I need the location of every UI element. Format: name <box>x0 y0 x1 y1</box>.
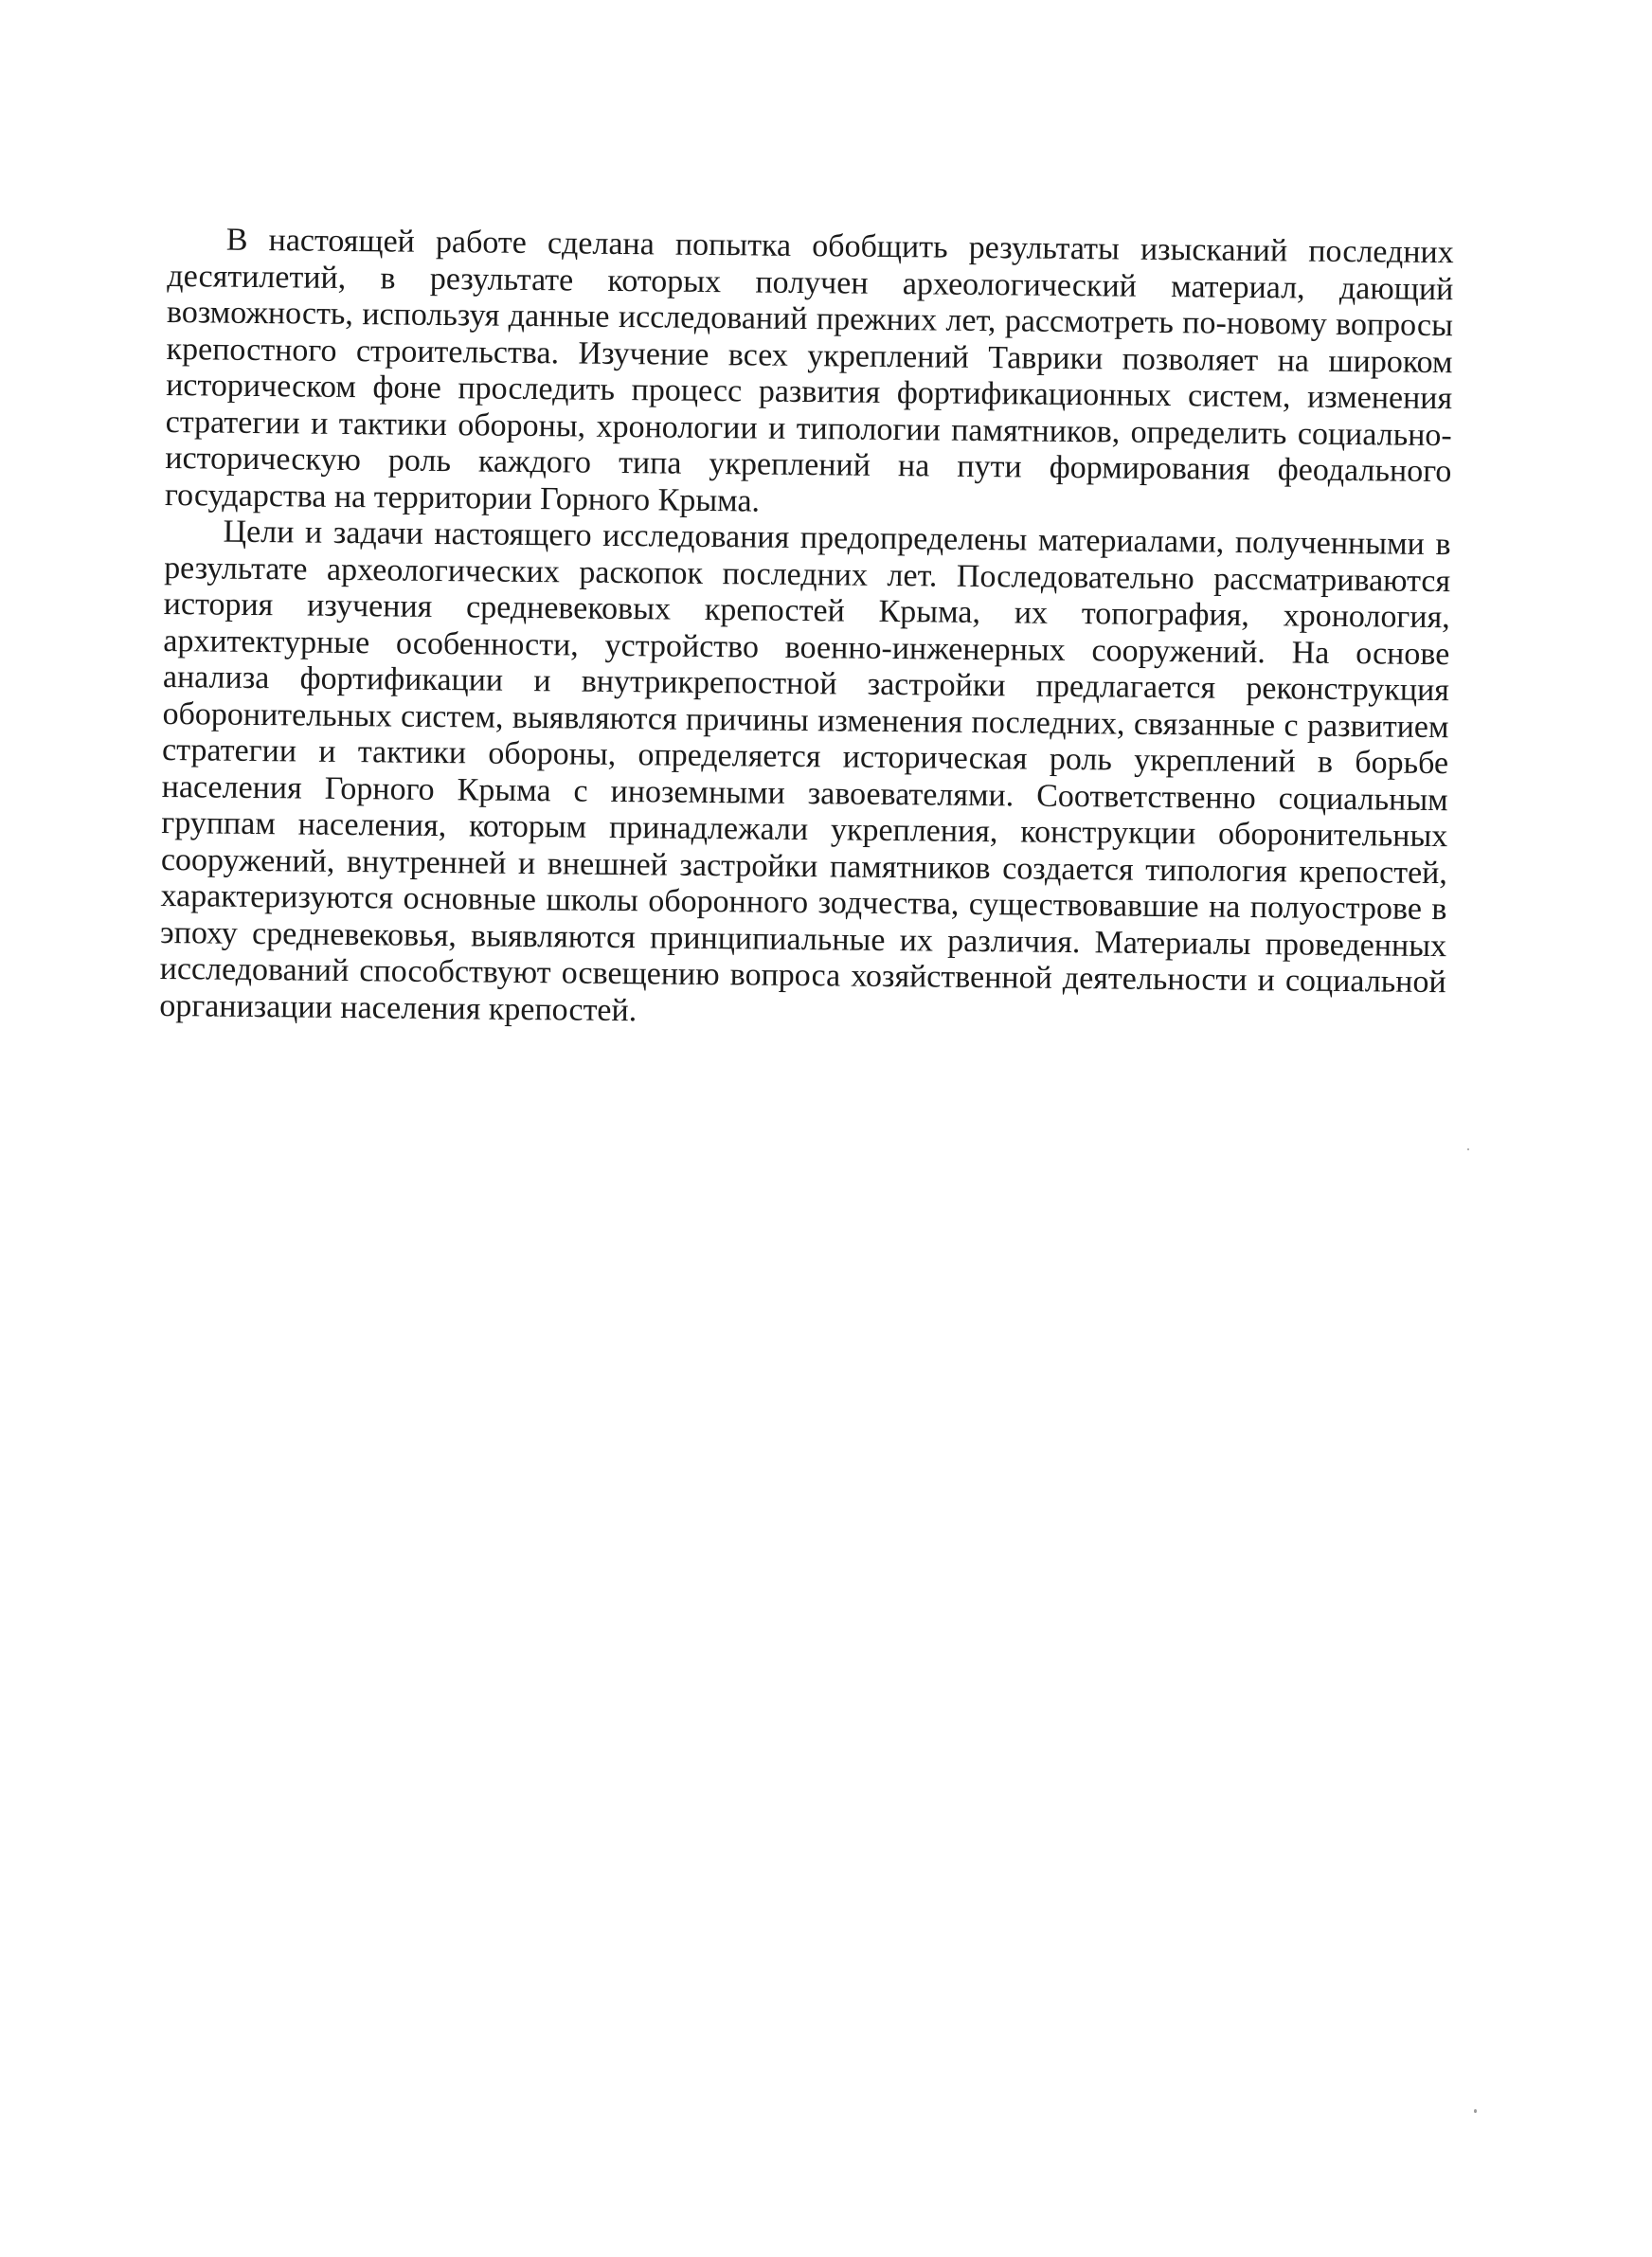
paragraph-2: Цели и задачи настоящего исследования предопределены материалами, полученными в результате археологических раскопок последних лет. Последовательно рассматриваются история изучения средневековых крепостей Крыма, их топография, хронология, архитектурные особенности, устройство военно-инженерных сооружений. На основе анализа фортификации и внутрикрепостной застройки предлагается реконструкция оборонительных систем, выявляются причины изменения последних, связанные с развитием стратегии и тактики обороны, определяется историческая роль укреплений в борьбе населения Горного Крыма с иноземными завоевателями. Соответственно социальным группам населения, которым принадлежали укрепления, конструкции оборонительных сооружений, внутренней и внешней застройки памятников создается типология крепостей, характеризуются основные школы оборонного зодчества, существовавшие на полуострове в эпоху средневековья, выявляются принципиальные их различия. Материалы проведенных исследований способствуют освещению вопроса хозяйственной деятельности и социальной организации населения крепостей. <box>159 514 1451 1028</box>
body-text <box>159 222 1454 1038</box>
scan-speck <box>1467 1148 1469 1150</box>
paragraph-1: В настоящей работе сделана попытка обобщить результаты изысканий последних десятилетий, в результате которых получен археологический материал, дающий возможность, используя данные исследований прежних лет, рассмотреть по-новому вопросы крепостного строительства. Изучение всех укреплений Таврики позволяет на широком историческом фоне проследить процесс развития фортификационных систем, изменения стратегии и тактики обороны, хронологии и типологии памятников, определить социально-историческую роль каждого типа укреплений на пути формирования феодального государства на территории Горного Крыма. <box>164 222 1454 519</box>
scan-speck <box>1474 2109 1477 2113</box>
